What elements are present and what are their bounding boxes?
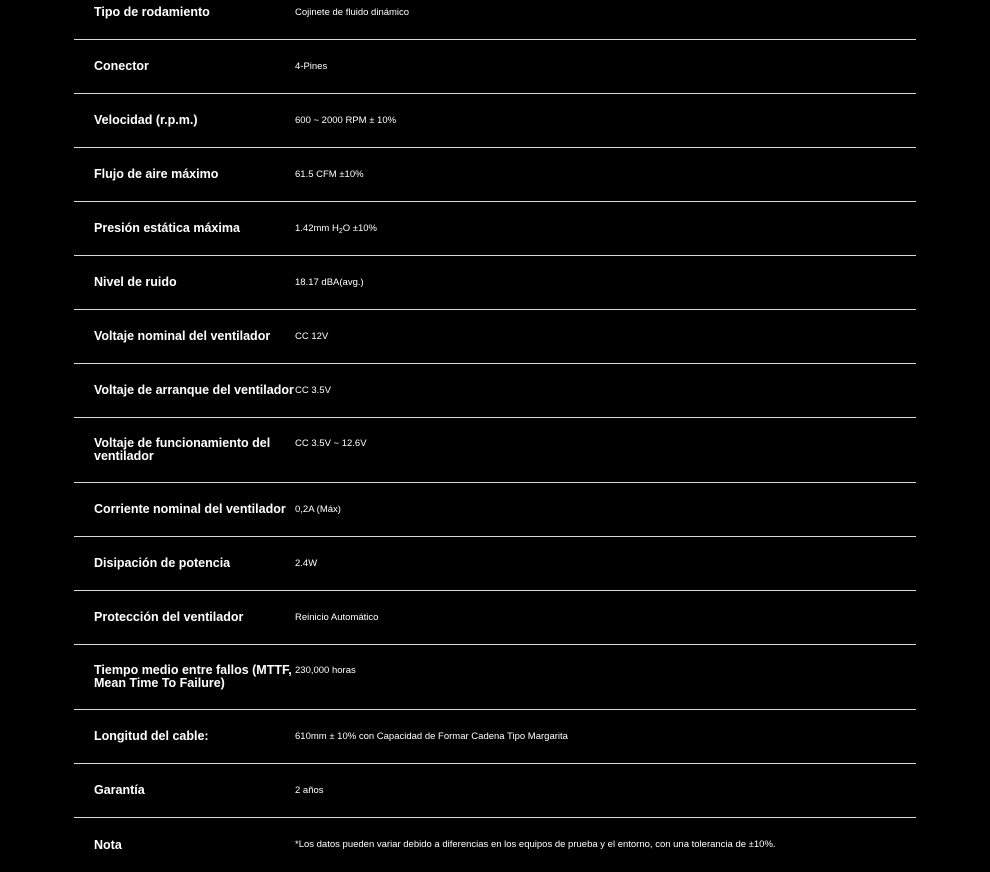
spec-label: Voltaje nominal del ventilador [94, 329, 271, 343]
spec-label: Protección del ventilador [94, 610, 244, 624]
spec-value: Cojinete de fluido dinámico [295, 6, 410, 18]
spec-value: CC 12V [295, 330, 329, 342]
spec-row-speed [74, 94, 916, 148]
spec-row-mttf [74, 645, 916, 710]
spec-row-protection [74, 591, 916, 645]
spec-value: 2.4W [295, 557, 318, 569]
spec-label: Tipo de rodamiento [94, 5, 210, 19]
spec-value: *Los datos pueden variar debido a diferencias en los equipos de prueba y el entorno, con una tolerancia de ±10%. [295, 839, 776, 850]
spec-row-cable-length [74, 710, 916, 764]
spec-label: Garantía [94, 783, 145, 797]
spec-row-bearing [74, 0, 916, 40]
spec-label: Corriente nominal del ventilador [94, 502, 286, 516]
spec-label: Nivel de ruido [94, 275, 177, 289]
spec-row-note [74, 818, 916, 872]
spec-value-subscript: 2 [338, 227, 343, 235]
spec-label: Tiempo medio entre fallos (MTTF, Mean Time To Failure) [94, 663, 292, 690]
spec-row-airflow [74, 148, 916, 202]
spec-row-noise [74, 256, 916, 310]
spec-value: 2 años [295, 784, 324, 796]
spec-label: Presión estática máxima [94, 221, 240, 235]
spec-row-power-consumption [74, 537, 916, 591]
spec-value [295, 223, 916, 235]
spec-value: 0,2A (Máx) [295, 503, 341, 515]
spec-value: 4-Pines [295, 60, 328, 72]
spec-label: Flujo de aire máximo [94, 167, 219, 181]
spec-row-rated-current [74, 483, 916, 537]
spec-value: 610mm ± 10% con Capacidad de Formar Cadena Tipo Margarita [295, 730, 568, 742]
spec-label: Disipación de potencia [94, 556, 231, 570]
spec-row-operating-voltage [74, 418, 916, 483]
spec-value: Reinicio Automático [295, 611, 379, 623]
spec-label: Nota [94, 837, 122, 852]
spec-label: Voltaje de arranque del ventilador [94, 383, 294, 397]
spec-value-suffix: O ±10% [342, 222, 377, 234]
spec-row-warranty [74, 764, 916, 818]
spec-label: Velocidad (r.p.m.) [94, 113, 198, 127]
spec-value: 230,000 horas [295, 664, 356, 676]
spec-label: Voltaje de funcionamiento del ventilador [94, 436, 271, 463]
spec-value: 18.17 dBA(avg.) [295, 276, 364, 288]
spec-table [74, 0, 916, 872]
spec-value-prefix: 1.42mm H [295, 222, 339, 234]
spec-row-rated-voltage [74, 310, 916, 364]
spec-row-static-pressure [74, 202, 916, 256]
spec-value: CC 3.5V [295, 384, 331, 396]
spec-value: 61.5 CFM ±10% [295, 168, 364, 180]
spec-value: CC 3.5V ~ 12.6V [295, 437, 367, 449]
spec-label: Conector [94, 59, 149, 73]
spec-row-connector [74, 40, 916, 94]
spec-label: Longitud del cable: [94, 729, 209, 743]
spec-value: 600 ~ 2000 RPM ± 10% [295, 114, 397, 126]
spec-row-start-voltage [74, 364, 916, 418]
